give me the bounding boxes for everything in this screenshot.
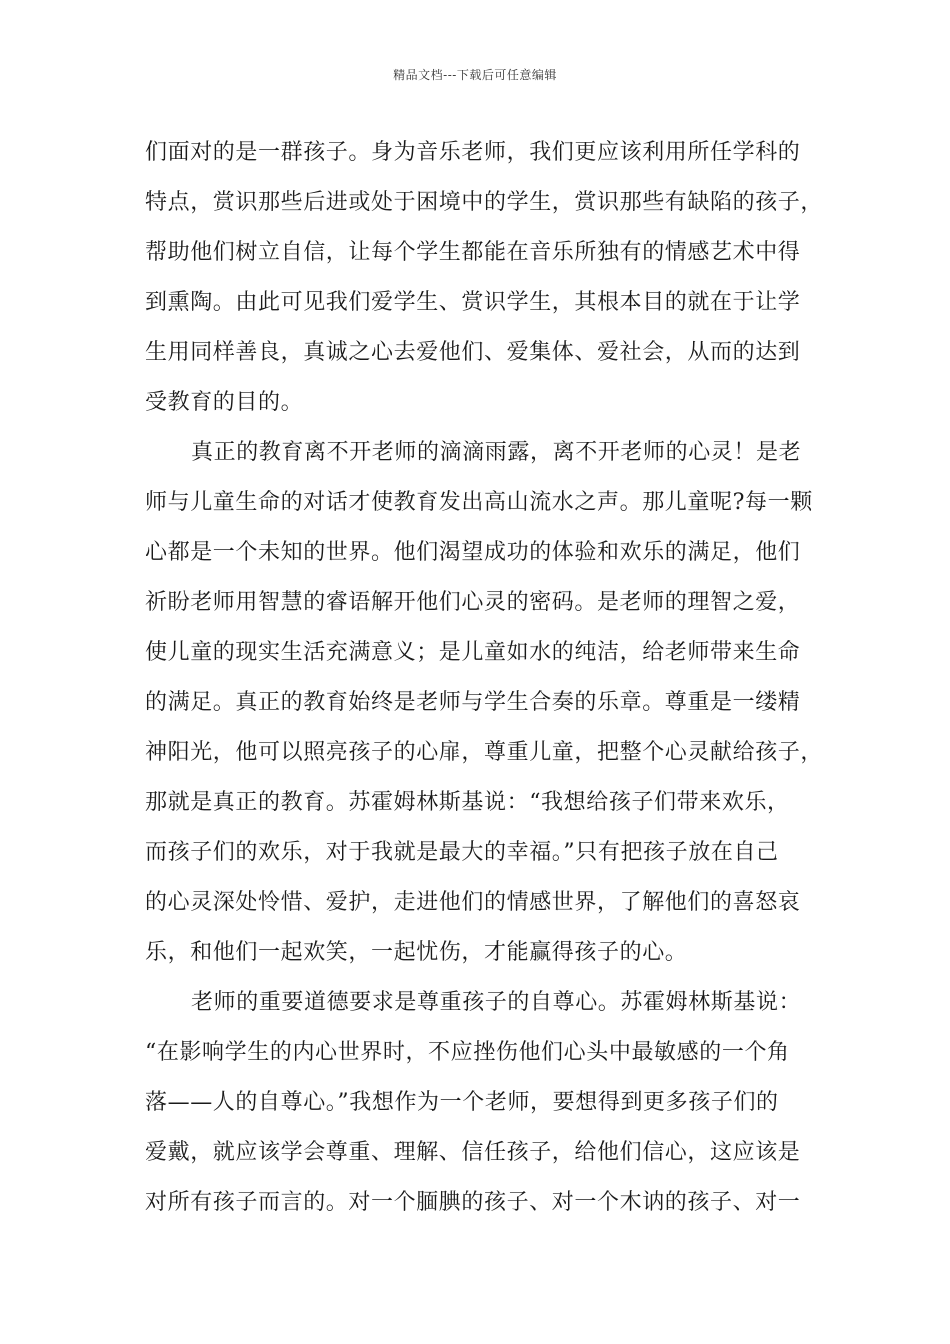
page-header: 精品文档---下载后可任意编辑 <box>393 68 557 82</box>
text-line: 而孩子们的欢乐，对于我就是最大的幸福。”只有把孩子放在自己 <box>145 840 779 865</box>
body-text <box>145 132 824 1232</box>
text-line: “在影响学生的内心世界时，不应挫伤他们心头中最敏感的一个角 <box>145 1040 790 1065</box>
text-line: 的满足。真正的教育始终是老师与学生合奏的乐章。尊重是一缕精 <box>145 690 801 715</box>
text-line: 师与儿童生命的对话才使教育发出高山流水之声。那儿童呢?每一颗 <box>145 490 813 515</box>
text-line: 落——人的自尊心。”我想作为一个老师，要想得到更多孩子们的 <box>145 1090 779 1115</box>
text-line: 神阳光，他可以照亮孩子的心扉，尊重儿童，把整个心灵献给孩子， <box>145 740 824 765</box>
text-line: 生用同样善良，真诚之心去爱他们、爱集体、爱社会，从而的达到 <box>145 340 801 365</box>
text-line: 对所有孩子而言的。对一个腼腆的孩子、对一个木讷的孩子、对一 <box>145 1190 801 1215</box>
text-line: 乐，和他们一起欢笑，一起忧伤，才能赢得孩子的心。 <box>145 940 688 965</box>
text-line: 的心灵深处怜惜、爱护，走进他们的情感世界，了解他们的喜怒哀 <box>145 890 801 915</box>
text-line: 特点，赏识那些后进或处于困境中的学生，赏识那些有缺陷的孩子， <box>145 190 824 215</box>
text-line: 到熏陶。由此可见我们爱学生、赏识学生，其根本目的就在于让学 <box>145 290 801 315</box>
text-line: 心都是一个未知的世界。他们渴望成功的体验和欢乐的满足，他们 <box>145 540 801 565</box>
text-line: 爱戴，就应该学会尊重、理解、信任孩子，给他们信心，这应该是 <box>145 1140 801 1165</box>
text-line: 帮助他们树立自信，让每个学生都能在音乐所独有的情感艺术中得 <box>145 240 801 265</box>
paragraph-start-line: 老师的重要道德要求是尊重孩子的自尊心。苏霍姆林斯基说： <box>191 990 802 1015</box>
paragraph-start-line: 真正的教育离不开老师的滴滴雨露，离不开老师的心灵！是老 <box>191 440 802 465</box>
text-line: 们面对的是一群孩子。身为音乐老师，我们更应该利用所任学科的 <box>145 140 801 165</box>
text-line: 那就是真正的教育。苏霍姆林斯基说：“我想给孩子们带来欢乐， <box>145 790 790 815</box>
text-line: 祈盼老师用智慧的睿语解开他们心灵的密码。是老师的理智之爱， <box>145 590 801 615</box>
text-line: 使儿童的现实生活充满意义；是儿童如水的纯洁，给老师带来生命 <box>145 640 801 665</box>
text-line: 受教育的目的。 <box>145 390 304 415</box>
